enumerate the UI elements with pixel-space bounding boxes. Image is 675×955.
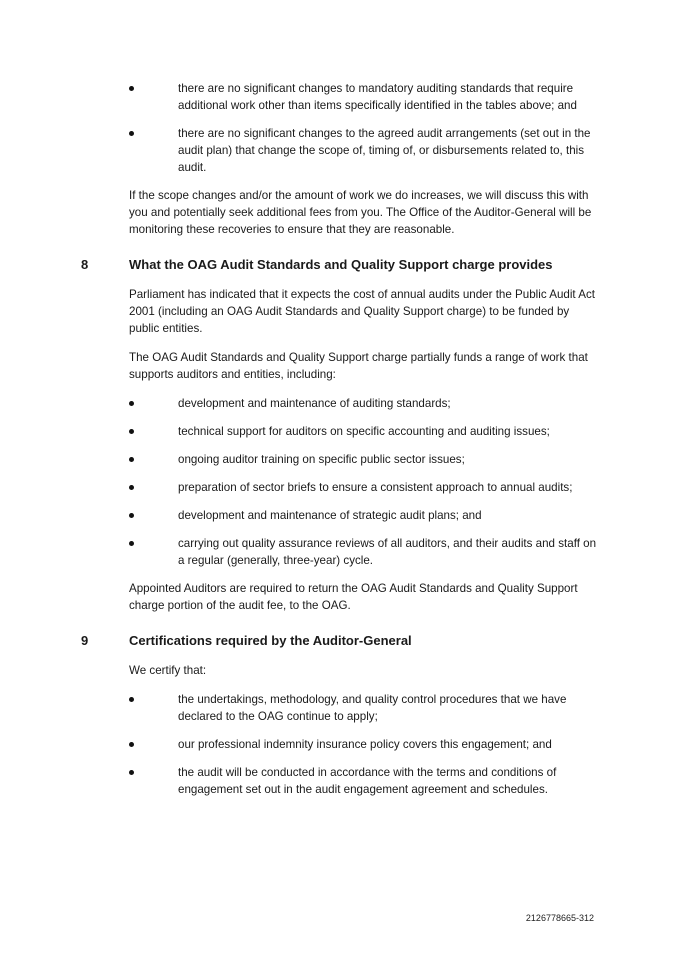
document-id: 2126778665-312 [525, 913, 594, 923]
bullet-icon [129, 401, 134, 406]
list-item [129, 507, 599, 524]
section-8-bullet-list [129, 395, 599, 569]
bullet-icon [129, 457, 134, 462]
section-title: What the OAG Audit Standards and Quality Support charge provides [129, 257, 553, 272]
bullet-icon [129, 513, 134, 518]
intro-paragraph: If the scope changes and/or the amount of work we do increases, we will discuss this with you and potentially seek additional fees from you. The Office of the Auditor-General will be monitoring these recoveries to ensure that they are reasonable. [129, 189, 592, 236]
list-item [129, 691, 599, 725]
bullet-icon [129, 429, 134, 434]
section-number: 8 [81, 257, 89, 272]
list-item [129, 125, 599, 176]
bullet-icon [129, 131, 134, 136]
bullet-icon [129, 697, 134, 702]
list-item-text: there are no significant changes to the agreed audit arrangements (set out in the audit plan) that change the scope of, timing of, or disbursements related to, this audit. [178, 127, 591, 174]
bullet-icon [129, 742, 134, 747]
list-item [129, 764, 599, 798]
list-item-text: there are no significant changes to mandatory auditing standards that require additional work other than items specifically identified in the tables above; and [178, 82, 577, 112]
list-item [129, 395, 599, 412]
bullet-icon [129, 86, 134, 91]
bullet-icon [129, 485, 134, 490]
list-item-text: preparation of sector briefs to ensure a consistent approach to annual audits; [178, 481, 573, 494]
list-item [129, 423, 599, 440]
section-8 [81, 256, 599, 614]
section-heading [81, 632, 599, 650]
list-item-text: the audit will be conducted in accordance with the terms and conditions of engagement set out in the audit engagement agreement and schedules. [178, 766, 557, 796]
list-item [129, 451, 599, 468]
list-item [129, 479, 599, 496]
list-item-text: our professional indemnity insurance policy covers this engagement; and [178, 738, 552, 751]
paragraph: Appointed Auditors are required to return the OAG Audit Standards and Quality Support charge portion of the audit fee, to the OAG. [129, 582, 578, 612]
list-item-text: development and maintenance of strategic audit plans; and [178, 509, 482, 522]
section-9 [81, 632, 599, 798]
list-item [129, 80, 599, 114]
section-title: Certifications required by the Auditor-General [129, 633, 412, 648]
list-item [129, 736, 599, 753]
list-item-text: carrying out quality assurance reviews of all auditors, and their audits and staff on a regular (generally, three-year) cycle. [178, 537, 597, 567]
section-number: 9 [81, 633, 89, 648]
bullet-icon [129, 770, 134, 775]
list-item [129, 535, 599, 569]
list-item-text: ongoing auditor training on specific public sector issues; [178, 453, 465, 466]
paragraph: The OAG Audit Standards and Quality Support charge partially funds a range of work that supports auditors and entities, including: [129, 351, 588, 381]
paragraph: We certify that: [129, 664, 207, 677]
intro-bullet-list [129, 80, 599, 176]
bullet-icon [129, 541, 134, 546]
section-9-bullet-list [129, 691, 599, 798]
list-item-text: the undertakings, methodology, and quality control procedures that we have declared to the OAG continue to apply; [178, 693, 567, 723]
list-item-text: technical support for auditors on specific accounting and auditing issues; [178, 425, 550, 438]
section-heading [81, 256, 599, 274]
paragraph: Parliament has indicated that it expects the cost of annual audits under the Public Audit Act 2001 (including an OAG Audit Standards and Quality Support charge) to be funded by public entities. [129, 288, 595, 335]
document-body [81, 80, 599, 809]
list-item-text: development and maintenance of auditing standards; [178, 397, 451, 410]
